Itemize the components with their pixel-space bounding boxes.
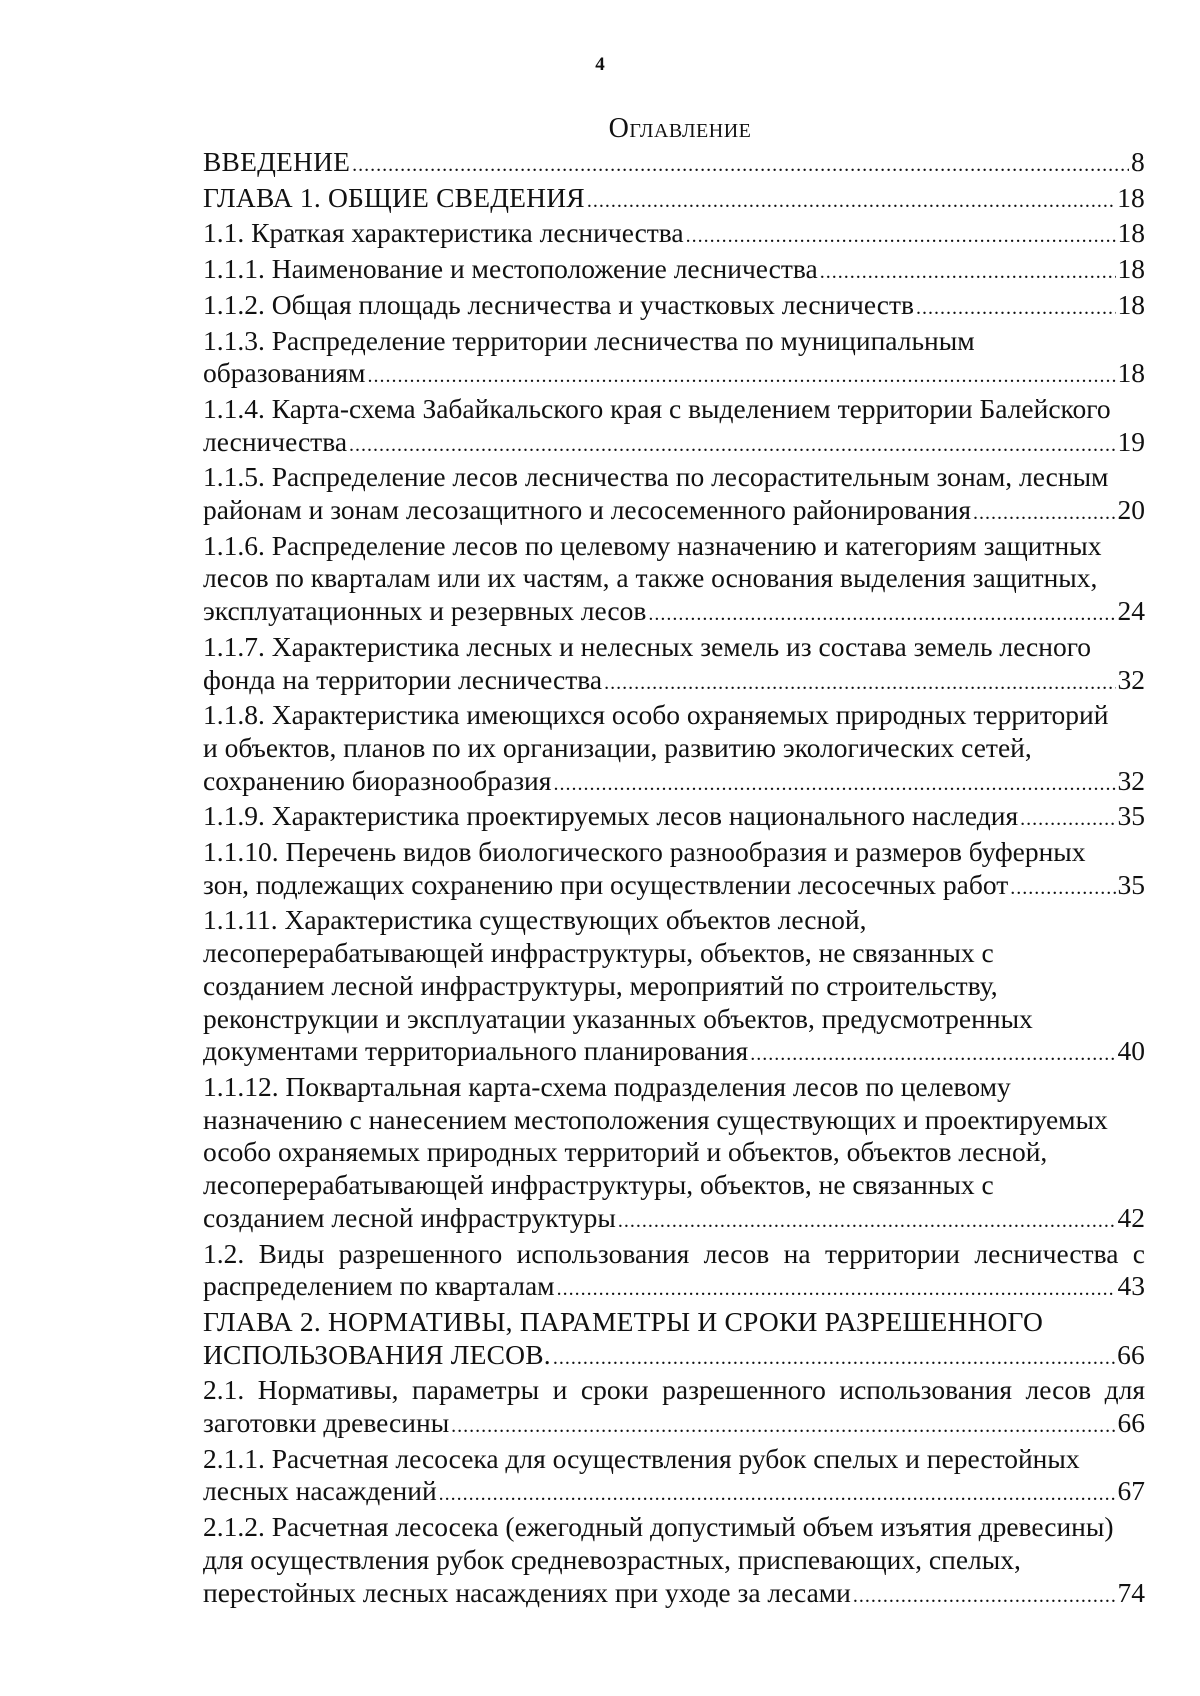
toc-entry-page-number: 43: [1117, 1270, 1145, 1302]
toc-entry[interactable]: [203, 1374, 1145, 1442]
toc-entry[interactable]: [203, 699, 1145, 800]
toc-entry[interactable]: [203, 217, 1145, 253]
toc-entry-title: перестойных лесных насаждениях при уходе за лесами: [203, 1576, 851, 1608]
dot-leader: [750, 1038, 1115, 1071]
dot-leader: [553, 768, 1115, 801]
toc-entry-page-number: 18: [1117, 253, 1145, 285]
toc-entry-text-line: лесов по кварталам или их частям, а также основания выделения защитных,: [203, 562, 1098, 594]
toc-entry-text-line: 1.1.3. Распределение территории лесничества по муниципальным: [203, 324, 975, 356]
toc-entry-page-number: 20: [1117, 494, 1145, 526]
toc-entry[interactable]: [203, 1511, 1145, 1612]
toc-entry-page-number: 42: [1117, 1201, 1145, 1233]
dot-leader: [451, 1410, 1115, 1443]
toc-entry-title: образованиям: [203, 357, 366, 389]
toc-entry[interactable]: [203, 1071, 1145, 1238]
toc-entry[interactable]: [203, 1238, 1145, 1306]
toc-entry-text-line: 1.1.12. Поквартальная карта-схема подразделения лесов по целевому: [203, 1070, 1011, 1102]
toc-entry-page-number: 18: [1117, 181, 1145, 213]
toc-entry-last-line: [203, 1035, 1145, 1071]
toc-entry-title: распределением по кварталам: [203, 1270, 555, 1302]
toc-entry-page-number: 67: [1117, 1475, 1145, 1507]
toc-entry-text-line: 1.1.11. Характеристика существующих объектов лесной,: [203, 904, 867, 936]
toc-entry[interactable]: [203, 461, 1145, 529]
toc-entry-title: заготовки древесины: [203, 1407, 450, 1439]
toc-entry-page-number: 19: [1117, 425, 1145, 457]
toc-entry-last-line: [203, 1407, 1145, 1443]
toc-entry-last-line: [203, 182, 1145, 218]
dot-leader: [587, 185, 1115, 218]
toc-entry-text-line: созданием лесной инфраструктуры, мероприятий по строительству,: [203, 969, 998, 1001]
toc-entry-text-line: для осуществления рубок средневозрастных, приспевающих, спелых,: [203, 1543, 1021, 1575]
toc-entry-text-line: 2.1.1. Расчетная лесосека для осуществления рубок спелых и перестойных: [203, 1442, 1080, 1474]
toc-entry-page-number: 18: [1117, 288, 1145, 320]
toc-entry[interactable]: [203, 904, 1145, 1071]
toc-entry-title: 1.1. Краткая характеристика лесничества: [203, 217, 684, 249]
toc-entry[interactable]: [203, 325, 1145, 393]
toc-title: Оглавление: [608, 113, 752, 144]
toc-entry-text-line: лесоперерабатывающей инфраструктуры, объектов, не связанных с: [203, 937, 994, 969]
dot-leader: [973, 497, 1116, 530]
toc-entry-title: 1.1.9. Характеристика проектируемых лесов национального наследия: [203, 800, 1019, 832]
toc-entry-last-line: [203, 1202, 1145, 1238]
toc-entry[interactable]: [203, 393, 1145, 461]
toc-entry-last-line: [203, 1475, 1145, 1511]
dot-leader: [648, 598, 1115, 631]
dot-leader: [820, 256, 1116, 289]
toc-entry-title: сохранению биоразнообразия: [203, 764, 552, 796]
toc-entry-title: ИСПОЛЬЗОВАНИЯ ЛЕСОВ.: [203, 1338, 551, 1370]
toc-entry-last-line: [203, 1577, 1145, 1613]
toc-entry-page-number: 66: [1117, 1338, 1145, 1370]
toc-entry-last-line: [203, 146, 1145, 182]
toc-entry[interactable]: [203, 253, 1145, 289]
toc-entry-last-line: [203, 765, 1145, 801]
toc-entry-text-line: особо охраняемых природных территорий и объектов, объектов лесной,: [203, 1136, 1048, 1168]
toc-entry-title: ВВЕДЕНИЕ: [203, 146, 351, 177]
toc-entry[interactable]: [203, 800, 1145, 836]
toc-entry-last-line: [203, 800, 1145, 836]
toc-entry-last-line: [203, 664, 1145, 700]
table-of-contents: [203, 146, 1145, 1612]
dot-leader: [853, 1580, 1116, 1613]
dot-leader: [916, 292, 1116, 325]
toc-entry-page-number: 8: [1131, 146, 1145, 177]
toc-entry-page-number: 18: [1117, 217, 1145, 249]
toc-entry-title: документами территориального планирования: [203, 1035, 749, 1067]
dot-leader: [686, 220, 1116, 253]
toc-entry-page-number: 32: [1117, 663, 1145, 695]
toc-entry-text-line: 1.1.6. Распределение лесов по целевому назначению и категориям защитных: [203, 529, 1102, 561]
toc-entry[interactable]: [203, 146, 1145, 182]
toc-entry-page-number: 35: [1117, 868, 1145, 900]
toc-entry-page-number: 24: [1117, 595, 1145, 627]
toc-entry-title: созданием лесной инфраструктуры: [203, 1201, 616, 1233]
toc-entry-text-line: 2.1. Нормативы, параметры и сроки разрешенного использования лесов для: [203, 1374, 1145, 1406]
toc-entry-page-number: 32: [1117, 764, 1145, 796]
toc-entry-text-line: 1.1.4. Карта-схема Забайкальского края с выделением территории Балейского: [203, 392, 1111, 424]
toc-entry-last-line: [203, 595, 1145, 631]
toc-entry-text-line: лесоперерабатывающей инфраструктуры, объектов, не связанных с: [203, 1169, 994, 1201]
toc-entry-title: 1.1.2. Общая площадь лесничества и участковых лесничеств: [203, 288, 914, 320]
toc-entry-page-number: 35: [1117, 800, 1145, 832]
toc-entry-text-line: 1.1.8. Характеристика имеющихся особо охраняемых природных территорий: [203, 699, 1109, 731]
toc-entry-last-line: [203, 1339, 1145, 1375]
toc-entry[interactable]: [203, 289, 1145, 325]
toc-entry-title: районам и зонам лесозащитного и лесосеменного районирования: [203, 494, 971, 526]
dot-leader: [557, 1273, 1116, 1306]
toc-entry-last-line: [203, 289, 1145, 325]
toc-entry-last-line: [203, 869, 1145, 905]
toc-entry-last-line: [203, 494, 1145, 530]
toc-entry-title: эксплуатационных и резервных лесов: [203, 595, 647, 627]
dot-leader: [439, 1478, 1116, 1511]
dot-leader: [618, 1205, 1116, 1238]
page-number: 4: [595, 54, 605, 75]
toc-entry-last-line: [203, 253, 1145, 289]
toc-entry[interactable]: [203, 530, 1145, 631]
toc-entry-last-line: [203, 1270, 1145, 1306]
toc-entry[interactable]: [203, 1306, 1145, 1374]
toc-entry-last-line: [203, 426, 1145, 462]
toc-entry-text-line: 1.1.7. Характеристика лесных и нелесных земель из состава земель лесного: [203, 630, 1092, 662]
dot-leader: [1020, 803, 1115, 836]
toc-entry-title: фонда на территории лесничества: [203, 663, 603, 695]
toc-entry-text-line: и объектов, планов по их организации, развитию экологических сетей,: [203, 731, 1032, 763]
toc-entry-text-line: назначению с нанесением местоположения существующих и проектируемых: [203, 1103, 1108, 1135]
dot-leader: [352, 149, 1129, 182]
toc-entry-text-line: 1.2. Виды разрешенного использования лесов на территории лесничества с: [203, 1237, 1145, 1269]
toc-entry-title: ГЛАВА 1. ОБЩИЕ СВЕДЕНИЯ: [203, 181, 585, 213]
toc-entry-page-number: 18: [1117, 357, 1145, 389]
dot-leader: [604, 667, 1115, 700]
dot-leader: [553, 1342, 1115, 1375]
toc-entry-last-line: [203, 217, 1145, 253]
toc-entry-title: зон, подлежащих сохранению при осуществлении лесосечных работ: [203, 868, 1009, 900]
toc-entry-last-line: [203, 357, 1145, 393]
toc-entry-title: 1.1.1. Наименование и местоположение лесничества: [203, 253, 818, 285]
toc-entry[interactable]: [203, 836, 1145, 904]
toc-entry-text-line: реконструкции и эксплуатации указанных объектов, предусмотренных: [203, 1002, 1033, 1034]
toc-entry-text-line: 2.1.2. Расчетная лесосека (ежегодный допустимый объем изъятия древесины): [203, 1511, 1114, 1543]
toc-entry[interactable]: [203, 631, 1145, 699]
toc-entry-page-number: 74: [1117, 1576, 1145, 1608]
toc-entry-text-line: 1.1.10. Перечень видов биологического разнообразия и размеров буферных: [203, 836, 1086, 868]
toc-entry-page-number: 66: [1117, 1407, 1145, 1439]
dot-leader: [1010, 872, 1115, 905]
toc-entry-title: лесничества: [203, 425, 348, 457]
dot-leader: [349, 429, 1115, 462]
toc-entry-page-number: 40: [1117, 1035, 1145, 1067]
toc-entry-text-line: 1.1.5. Распределение лесов лесничества по лесорастительным зонам, лесным: [203, 461, 1109, 493]
toc-entry[interactable]: [203, 1443, 1145, 1511]
toc-entry-title: лесных насаждений: [203, 1475, 437, 1507]
toc-entry-text-line: ГЛАВА 2. НОРМАТИВЫ, ПАРАМЕТРЫ И СРОКИ РАЗРЕШЕННОГО: [203, 1305, 1044, 1337]
toc-entry[interactable]: [203, 182, 1145, 218]
dot-leader: [367, 360, 1115, 393]
